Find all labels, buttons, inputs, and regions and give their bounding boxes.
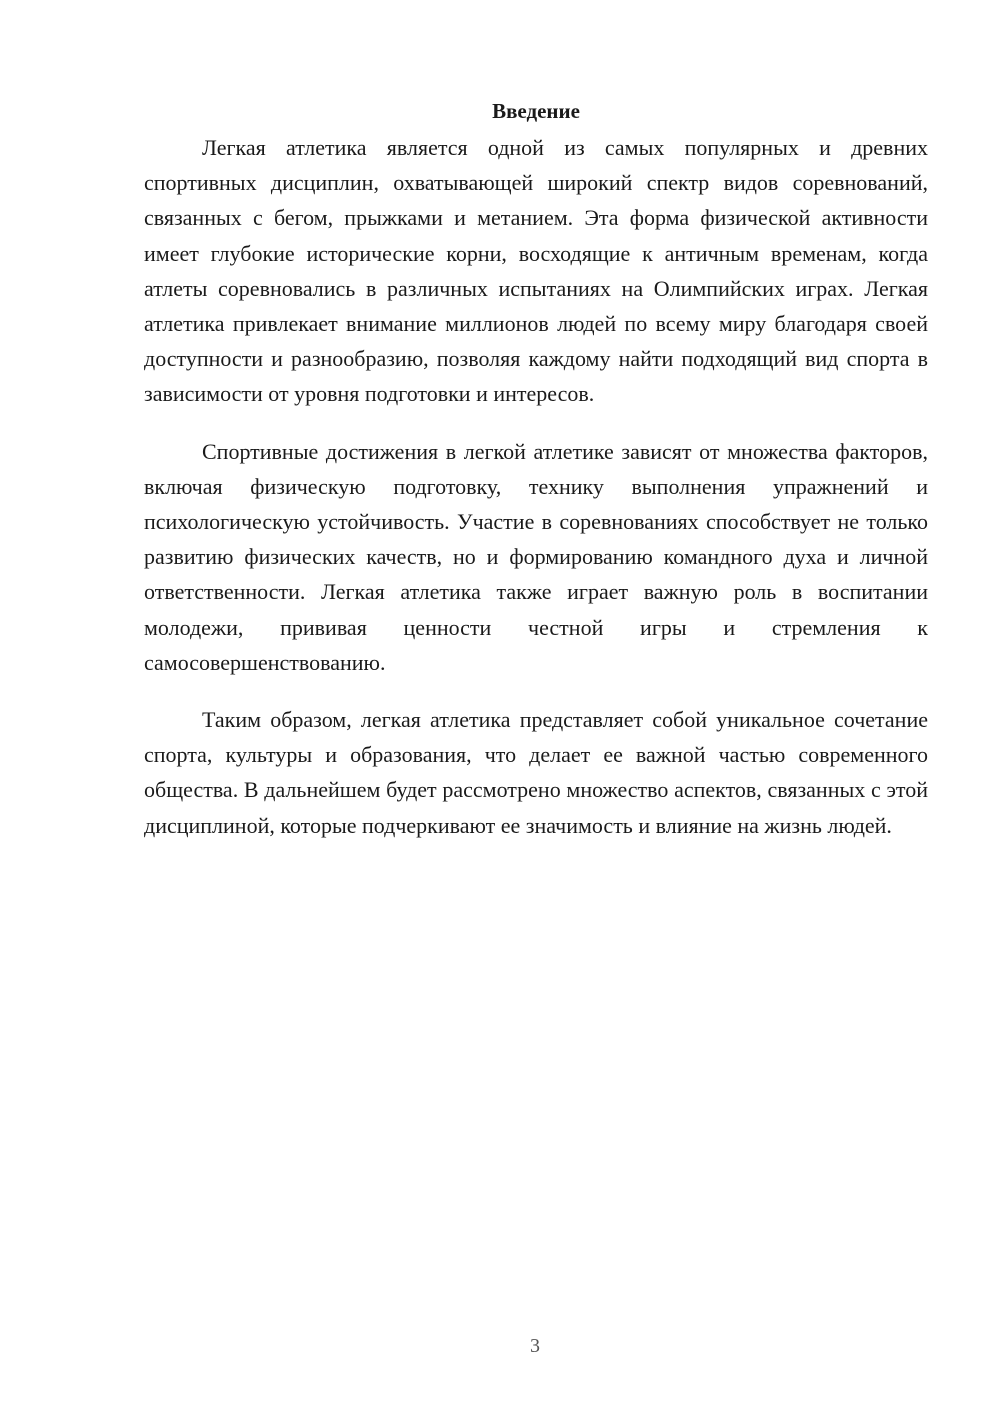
paragraph-2: Спортивные достижения в легкой атлетике зависят от множества факторов, включая физическую подготовку, технику выполнения упражнений и психологическую устойчивость. Участие в соревнованиях способствует не только развитию физических качеств, но и формированию командного духа и личной ответственности. Легкая атлетика также играет важную роль в воспитании молодежи, прививая ценности честной игры и стремления к самосовершенствованию. (144, 438, 928, 675)
page-content (144, 96, 928, 865)
section-heading: Введение (492, 99, 580, 123)
page-number: 3 (530, 1335, 540, 1357)
paragraph-3: Таким образом, легкая атлетика представляет собой уникальное сочетание спорта, культуры и образования, что делает ее важной частью современного общества. В дальнейшем будет рассмотрено множество аспектов, связанных с этой дисциплиной, которые подчеркивают ее значимость и влияние на жизнь людей. (144, 707, 928, 838)
paragraph-1: Легкая атлетика является одной из самых популярных и древних спортивных дисциплин, охватывающей широкий спектр видов соревнований, связанных с бегом, прыжками и метанием. Эта форма физической активности имеет глубокие исторические корни, восходящие к античным временам, когда атлеты соревновались в различных испытаниях на Олимпийских играх. Легкая атлетика привлекает внимание миллионов людей по всему миру благодаря своей доступности и разнообразию, позволяя каждому найти подходящий вид спорта в зависимости от уровня подготовки и интересов. (144, 135, 928, 407)
